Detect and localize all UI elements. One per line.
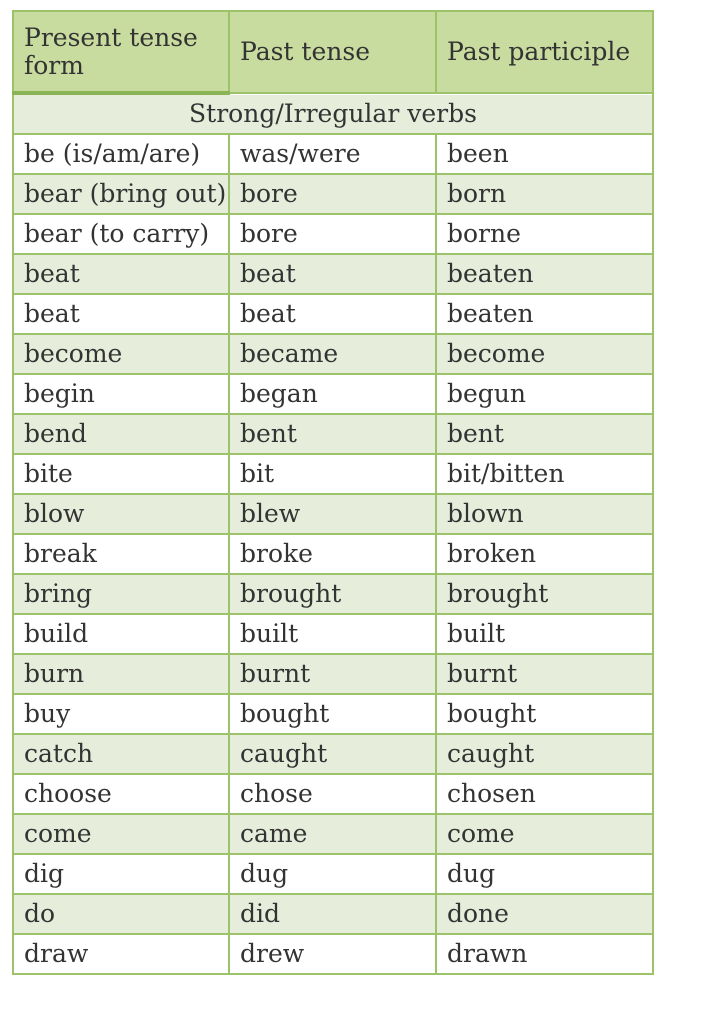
table-row	[13, 294, 653, 334]
cell-past-tense: chose	[229, 774, 436, 814]
cell-present-tense: become	[13, 334, 229, 374]
verb-table	[12, 10, 654, 975]
cell-past-tense: bore	[229, 174, 436, 214]
cell-past-participle: chosen	[436, 774, 653, 814]
cell-past-tense: bent	[229, 414, 436, 454]
section-label: Strong/Irregular verbs	[13, 93, 653, 134]
cell-past-tense: built	[229, 614, 436, 654]
cell-present-tense: break	[13, 534, 229, 574]
section-row	[13, 93, 653, 134]
table-row	[13, 894, 653, 934]
cell-past-tense: did	[229, 894, 436, 934]
cell-past-participle: drawn	[436, 934, 653, 974]
cell-past-tense: broke	[229, 534, 436, 574]
cell-past-participle: begun	[436, 374, 653, 414]
cell-past-participle: bought	[436, 694, 653, 734]
cell-present-tense: be (is/am/are)	[13, 134, 229, 174]
cell-past-participle: brought	[436, 574, 653, 614]
cell-present-tense: catch	[13, 734, 229, 774]
cell-present-tense: do	[13, 894, 229, 934]
table-row	[13, 694, 653, 734]
cell-present-tense: buy	[13, 694, 229, 734]
cell-past-tense: came	[229, 814, 436, 854]
table-body	[13, 93, 653, 974]
header-present-tense: Present tense form	[13, 11, 229, 93]
table-row	[13, 654, 653, 694]
cell-present-tense: draw	[13, 934, 229, 974]
cell-present-tense: bear (to carry)	[13, 214, 229, 254]
cell-past-tense: was/were	[229, 134, 436, 174]
cell-past-participle: beaten	[436, 294, 653, 334]
table-row	[13, 174, 653, 214]
cell-past-tense: drew	[229, 934, 436, 974]
table-row	[13, 134, 653, 174]
cell-present-tense: dig	[13, 854, 229, 894]
cell-past-tense: dug	[229, 854, 436, 894]
table-row	[13, 854, 653, 894]
cell-present-tense: begin	[13, 374, 229, 414]
cell-present-tense: bite	[13, 454, 229, 494]
header-past-tense: Past tense	[229, 11, 436, 93]
cell-past-tense: beat	[229, 294, 436, 334]
cell-present-tense: come	[13, 814, 229, 854]
table-row	[13, 934, 653, 974]
table-row	[13, 574, 653, 614]
cell-present-tense: beat	[13, 294, 229, 334]
header-past-participle: Past participle	[436, 11, 653, 93]
table-row	[13, 734, 653, 774]
cell-present-tense: bring	[13, 574, 229, 614]
cell-present-tense: beat	[13, 254, 229, 294]
cell-past-tense: bought	[229, 694, 436, 734]
cell-past-participle: broken	[436, 534, 653, 574]
cell-past-tense: began	[229, 374, 436, 414]
cell-present-tense: burn	[13, 654, 229, 694]
cell-past-participle: caught	[436, 734, 653, 774]
table-row	[13, 534, 653, 574]
cell-past-participle: bit/bitten	[436, 454, 653, 494]
table-row	[13, 414, 653, 454]
cell-present-tense: bear (bring out)	[13, 174, 229, 214]
table-row	[13, 454, 653, 494]
cell-past-tense: bore	[229, 214, 436, 254]
cell-past-participle: born	[436, 174, 653, 214]
cell-past-participle: been	[436, 134, 653, 174]
table-row	[13, 614, 653, 654]
cell-past-participle: come	[436, 814, 653, 854]
header-row	[13, 11, 653, 93]
cell-past-participle: done	[436, 894, 653, 934]
cell-past-tense: caught	[229, 734, 436, 774]
cell-past-tense: bit	[229, 454, 436, 494]
cell-present-tense: bend	[13, 414, 229, 454]
cell-past-participle: borne	[436, 214, 653, 254]
cell-past-participle: dug	[436, 854, 653, 894]
cell-past-tense: beat	[229, 254, 436, 294]
cell-past-tense: became	[229, 334, 436, 374]
cell-past-participle: beaten	[436, 254, 653, 294]
cell-past-participle: become	[436, 334, 653, 374]
table-row	[13, 334, 653, 374]
cell-present-tense: blow	[13, 494, 229, 534]
cell-past-tense: burnt	[229, 654, 436, 694]
cell-present-tense: build	[13, 614, 229, 654]
table-header	[13, 11, 653, 93]
cell-past-participle: bent	[436, 414, 653, 454]
table-row	[13, 774, 653, 814]
cell-past-participle: blown	[436, 494, 653, 534]
cell-past-tense: blew	[229, 494, 436, 534]
table-row	[13, 814, 653, 854]
cell-past-participle: built	[436, 614, 653, 654]
table-row	[13, 254, 653, 294]
table-row	[13, 494, 653, 534]
cell-present-tense: choose	[13, 774, 229, 814]
table-row	[13, 214, 653, 254]
table-row	[13, 374, 653, 414]
cell-past-tense: brought	[229, 574, 436, 614]
cell-past-participle: burnt	[436, 654, 653, 694]
